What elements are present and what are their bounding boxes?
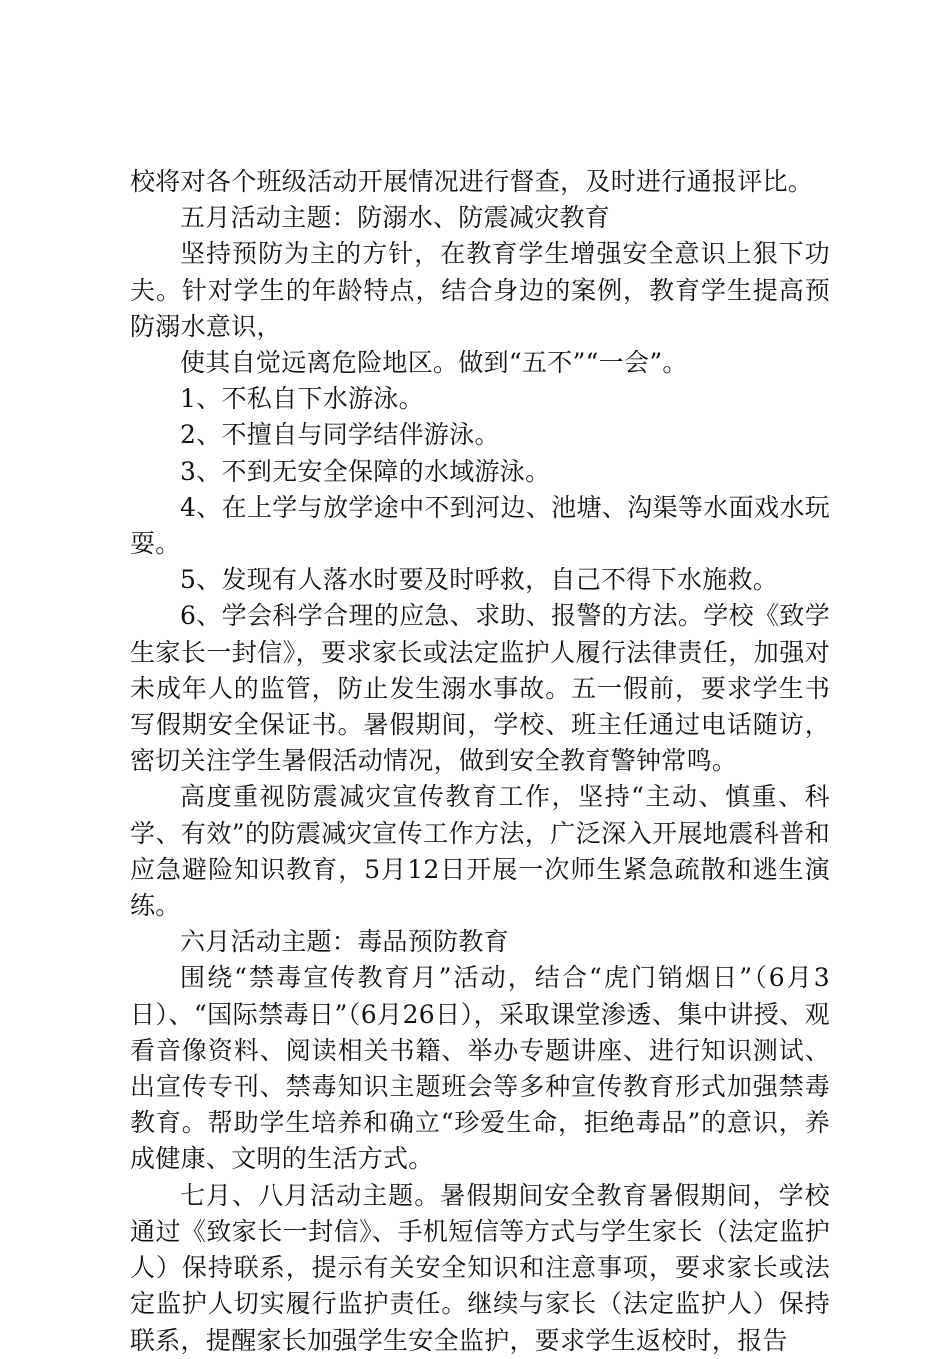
document-body — [130, 164, 830, 1359]
paragraph: 校将对各个班级活动开展情况进行督查，及时进行通报评比。 — [130, 167, 814, 196]
paragraph: 1、不私自下水游泳。 — [180, 384, 424, 414]
paragraph: 坚持预防为主的方针，在教育学生增强安全意识上狠下功夫。针对学生的年龄特点，结合身边的案例，教育学生提高预防溺水意识， — [130, 239, 830, 341]
paragraph: 5、发现有人落水时要及时呼救，自己不得下水施救。 — [180, 565, 779, 595]
paragraph: 五月活动主题：防溺水、防震减灾教育 — [180, 203, 611, 233]
paragraph: 围绕“禁毒宣传教育月”活动，结合“虎门销烟日”（6月3日）、“国际禁毒日”（6月26日），采取课堂渗透、集中讲授、观看音像资料、阅读相关书籍、举办专题讲座、进行知识测试、出宣传专刊、禁毒知识主题班会等多种宣传教育形式加强禁毒教育。帮助学生培养和确立“珍爱生命，拒绝毒品”的意识，养成健康、文明的生活方式。 — [130, 963, 830, 1174]
paragraph: 六月活动主题：毒品预防教育 — [180, 927, 509, 957]
paragraph: 高度重视防震减灾宣传教育工作，坚持“主动、慎重、科学、有效”的防震减灾宣传工作方法，广泛深入开展地震科普和应急避险知识教育，5月12日开展一次师生紧急疏散和逃生演练。 — [130, 782, 830, 921]
paragraph: 3、不到无安全保障的水域游泳。 — [180, 456, 551, 486]
paragraph: 使其自觉远离危险地区。做到“五不”“一会”。 — [180, 348, 688, 378]
paragraph: 七月、八月活动主题。暑假期间安全教育暑假期间，学校通过《致家长一封信》、手机短信等方式与学生家长（法定监护人）保持联系，提示有关安全知识和注意事项，要求家长或法定监护人切实履行监护责任。继续与家长（法定监护人）保持联系，提醒家长加强学生安全监护，要求学生返校时，报告 — [130, 1180, 830, 1355]
paragraph: 4、在上学与放学途中不到河边、池塘、沟渠等水面戏水玩耍。 — [130, 492, 830, 559]
paragraph: 2、不擅自与同学结伴游泳。 — [180, 420, 500, 450]
paragraph: 6、学会科学合理的应急、求助、报警的方法。学校《致学生家长一封信》，要求家长或法定监护人履行法律责任，加强对未成年人的监管，防止发生溺水事故。五一假前，要求学生书写假期安全保证书。暑假期间，学校、班主任通过电话随访，密切关注学生暑假活动情况，做到安全教育警钟常鸣。 — [130, 601, 830, 776]
